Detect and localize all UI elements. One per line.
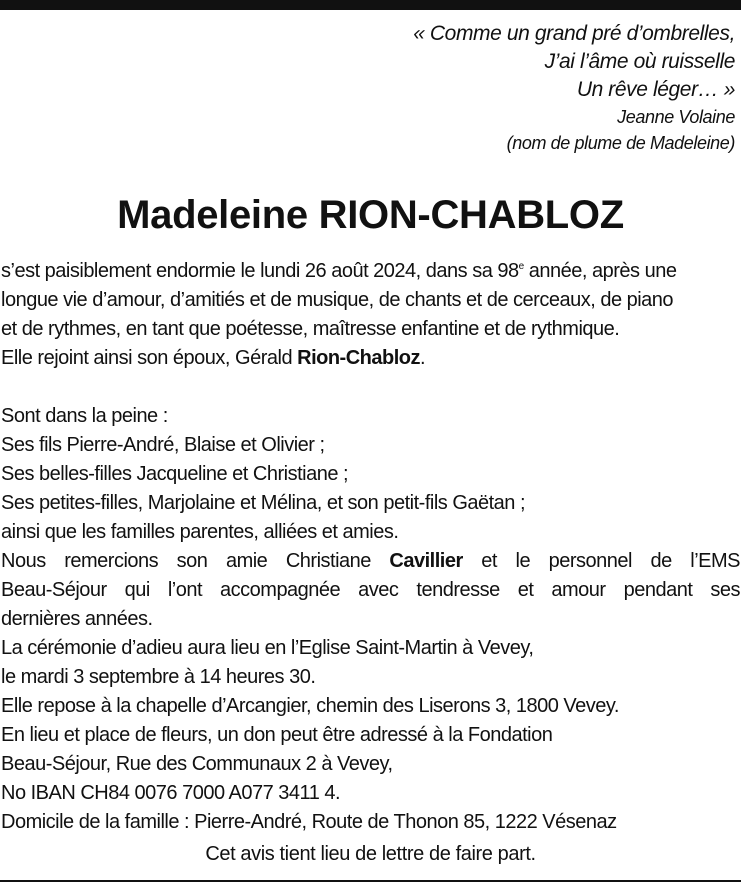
- intro-line-2: longue vie d’amour, d’amitiés et de musique, de chants et de cerceaux, de piano: [1, 289, 674, 311]
- paragraph-spacer: [1, 373, 740, 402]
- thanks-line-3: dernières années.: [1, 608, 153, 630]
- thanks-line-1: [1, 547, 740, 576]
- spouse-surname: Rion-Chabloz: [297, 347, 420, 369]
- bottom-border-rule: [0, 880, 741, 882]
- thanks-line-2: Beau-Séjour qui l’ont accompagnée avec tendresse et amour pendant ses: [1, 579, 740, 601]
- intro-line-4-text: Elle rejoint ainsi son époux, Gérald: [1, 347, 298, 369]
- family-domicile: Domicile de la famille : Pierre-André, Route de Thonon 85, 1222 Vésenaz: [1, 811, 617, 833]
- mourners-heading: Sont dans la peine :: [1, 405, 168, 427]
- epigraph-line-2: J’ai l’âme où ruisselle: [544, 50, 735, 73]
- epigraph: [413, 20, 735, 156]
- top-border-rule: [0, 0, 741, 10]
- intro-line-1-end: année, après une: [523, 260, 677, 282]
- epigraph-line-1: « Comme un grand pré d’ombrelles,: [413, 22, 735, 45]
- intro-line-4-end: .: [420, 347, 426, 369]
- donation-line-1: En lieu et place de fleurs, un don peut être adressé à la Fondation: [1, 724, 553, 746]
- closing-note: Cet avis tient lieu de lettre de faire part.: [205, 843, 536, 865]
- mourners-daughters-in-law: Ses belles-filles Jacqueline et Christiane ;: [1, 463, 349, 485]
- epigraph-line-3: Un rêve léger… »: [576, 78, 735, 101]
- deceased-name-title: Madeleine RION-CHABLOZ: [117, 193, 624, 237]
- notice-body: [1, 257, 740, 837]
- ceremony-line-2: le mardi 3 septembre à 14 heures 30.: [1, 666, 316, 688]
- repose-location: Elle repose à la chapelle d’Arcangier, chemin des Liserons 3, 1800 Vevey.: [1, 695, 619, 717]
- intro-line-4: [1, 344, 740, 373]
- thanks-line-1-text: Nous remercions son amie Christiane: [1, 550, 390, 572]
- ordinal-superscript: e: [518, 261, 524, 272]
- epigraph-pen-name-note: (nom de plume de Madeleine): [506, 133, 735, 153]
- mourners-relatives: ainsi que les familles parentes, alliées et amies.: [1, 521, 399, 543]
- friend-surname: Cavillier: [389, 550, 463, 572]
- intro-line-1: [1, 257, 740, 286]
- mourners-grandchildren: Ses petites-filles, Marjolaine et Mélina, et son petit-fils Gaëtan ;: [1, 492, 526, 514]
- epigraph-author: Jeanne Volaine: [617, 107, 735, 127]
- intro-line-1-text: s’est paisiblement endormie le lundi 26 août 2024, dans sa 98: [1, 260, 519, 282]
- donation-line-2: Beau-Séjour, Rue des Communaux 2 à Vevey,: [1, 753, 393, 775]
- intro-line-3: et de rythmes, en tant que poétesse, maîtresse enfantine et de rythmique.: [1, 318, 620, 340]
- mourners-sons: Ses fils Pierre-André, Blaise et Olivier ;: [1, 434, 325, 456]
- donation-iban: No IBAN CH84 0076 7000 A077 3411 4.: [1, 782, 341, 804]
- ceremony-line-1: La cérémonie d’adieu aura lieu en l’Eglise Saint-Martin à Vevey,: [1, 637, 534, 659]
- thanks-line-1-end: et le personnel de l’EMS: [462, 550, 740, 572]
